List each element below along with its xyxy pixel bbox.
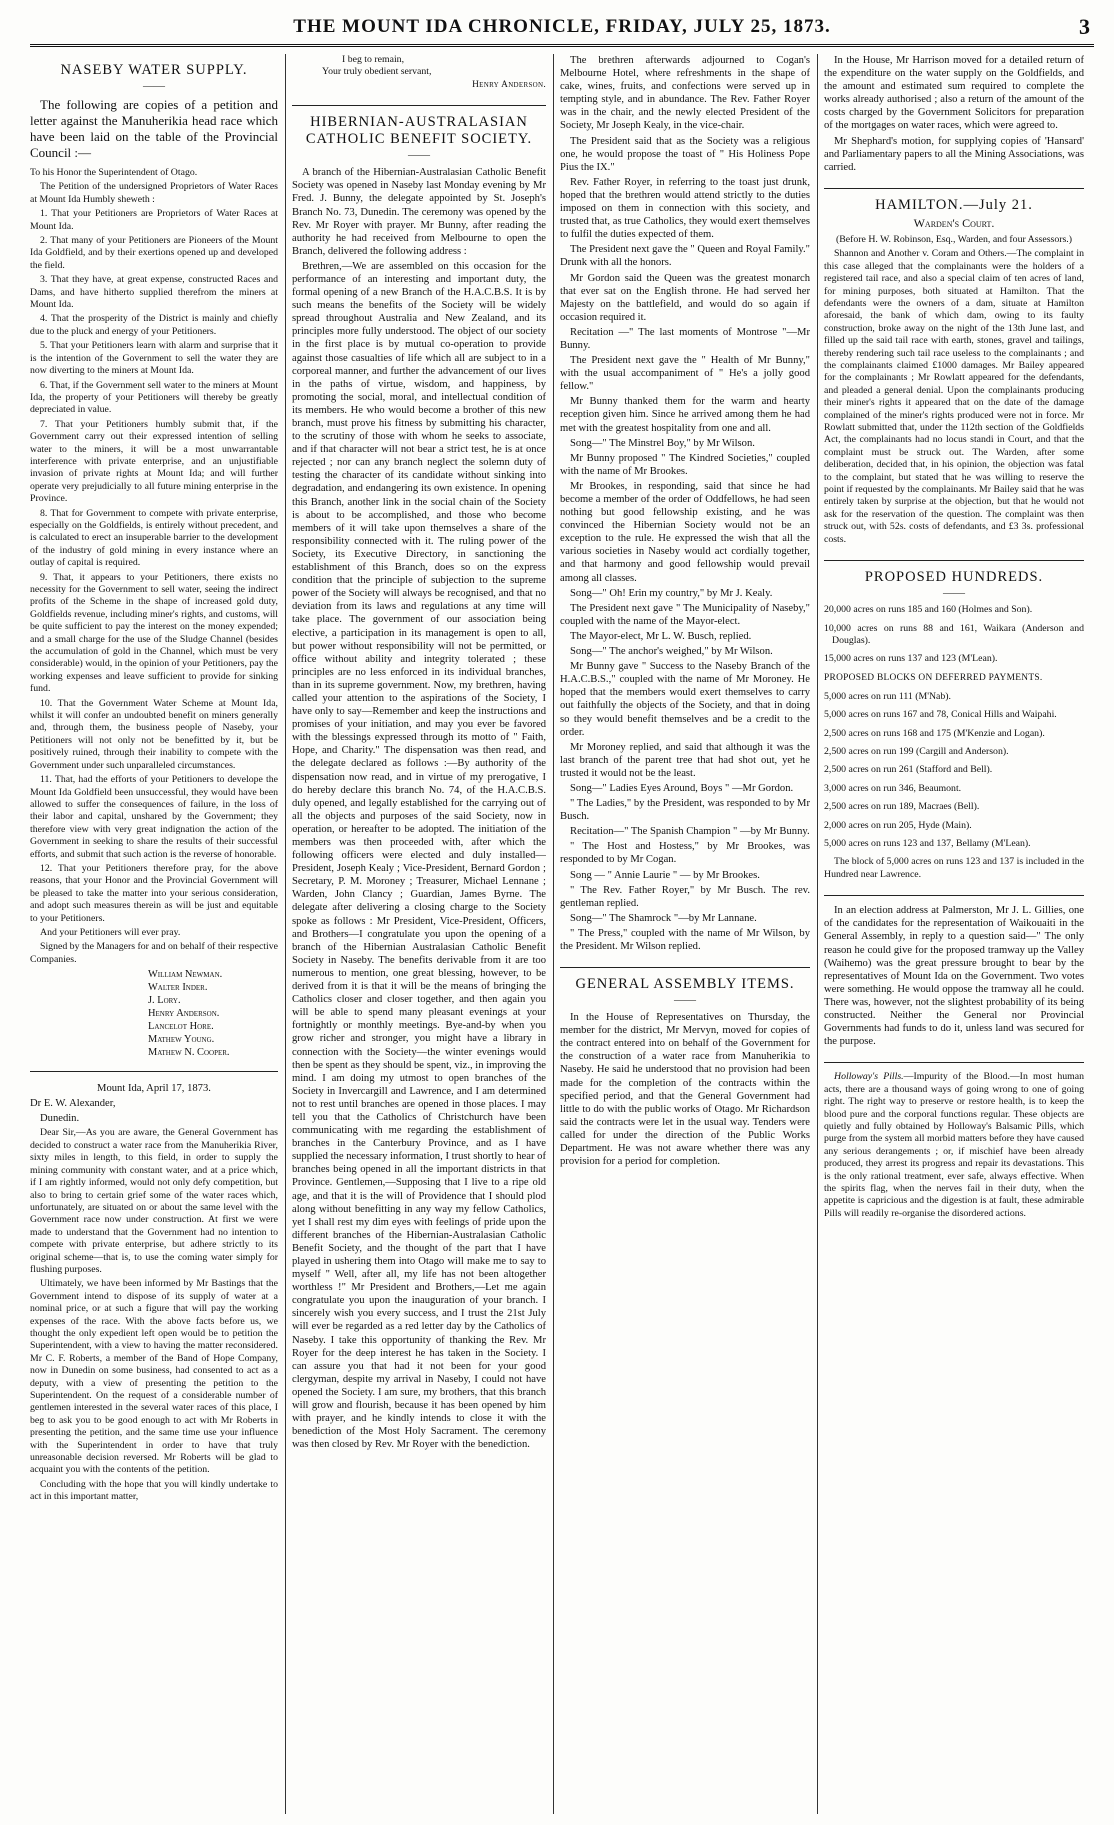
petition-addressee: To his Honor the Superintendent of Otago. (30, 167, 198, 178)
letter-para: Ultimately, we have been informed by Mr Bastings that the Government intend to dispose of its supply of water at a nominal price, or at such a figure that will pay the working expenses of the race. With the above facts before us, we thought the only expedient left open would be to petition the Superintendent, with a view to having the matter reconsidered. Mr C. F. Roberts, a member of the Band of Hope Company, now in Dunedin on some business, had consented to act as a deputy, with a view of presenting the petition to the Superintendent. On the request of a considerable number of gentlemen interested in the several water races of this place, I beg to ask you to be good enough to act with Mr Roberts in presenting the petition, and the same time use your influence with the Superintendent in order to have that truly unreasonable decision reversed. Mr Roberts will be glad to acquaint you with the contents of the petition. (30, 1278, 278, 1476)
election-para: In an election address at Palmerston, Mr J. L. Gillies, one of the candidates for the representation of Waikouaiti in the General Assembly, in reply to a question said—" The only reason he could give for the proposed tramway up the Valley (Waihemo) was the great pressure brought to bear by the representatives of Mount Ida on the Government. Two votes were something. He would oppose the tramway all he could. There was, however, not the slightest probability of its being constructed. Neither the General nor Provincial Governments had funds to do it, unless land was secured for the purpose. (824, 905, 1084, 1048)
article-lead: The following are copies of a petition and letter against the Manuherikia head race which have been laid on the table of the Provincial Council :— (30, 97, 278, 160)
signatories (30, 968, 278, 1059)
list-item: 10,000 acres on runs 88 and 161, Waikara (Anderson and Douglas). (824, 622, 1084, 646)
society-para: A branch of the Hibernian-Australasian Catholic Benefit Society was opened in Naseby last Monday evening by Mr Fred. J. Bunny, the delegate appointed by St. Joseph's Branch No. 73, Dunedin. The ceremony was opened by the Rev. Mr Royer with prayer. Mr Bunny, after reading the authority he had received from Melbourne to open the Branch, delivered the following address : (292, 167, 546, 257)
society-para: " The Press," coupled with the name of Mr Wilson, by the President. Mr Wilson replied. (560, 927, 810, 952)
closing-line: Your truly obedient servant, (322, 66, 432, 78)
signatory: William Newman. (148, 969, 223, 981)
column-rule (285, 54, 286, 1814)
advert-title: Holloway's Pills. (834, 1071, 904, 1083)
petition-para: 3. That they have, at great expense, constructed Races and Dams, and have hitherto supplied therefrom the miners at Mount Ida. (30, 274, 278, 311)
society-para: Mr Brookes, in responding, said that since he had become a member of the order of Oddfellows, he had seen nothing but good fellowship existing, and he was convinced the Hibernian Society would not be an exception to the rule. He expressed the wish that all the various societies in Naseby would act cordially together, and that harmony and good fellowship would prevail among all classes. (560, 480, 810, 584)
closing-line: I beg to remain, (342, 54, 405, 65)
petition-para: 12. That your Petitioners therefore pray, for the above reasons, that your Honor and the Provincial Government will be pleased to take the matter into your serious consideration, and adopt such measures therein as will be just and equitable to your Petitioners. (30, 862, 278, 924)
list-item: 15,000 acres on runs 137 and 123 (M'Lean). (824, 653, 998, 665)
heading-dash: —— (674, 994, 696, 1007)
petition-para: 2. That many of your Petitioners are Pioneers of the Mount Ida Goldfield, and by their exertions opened up and developed the field. (30, 235, 278, 271)
society-para: Recitation —" The last moments of Montrose "—Mr Bunny. (560, 326, 810, 351)
petition-para: 4. That the prosperity of the District is mainly and chiefly due to the pluck and energy of your Petitioners. (30, 313, 278, 337)
deferred-list (824, 691, 1084, 851)
society-para: Recitation—" The Spanish Champion " —by Mr Bunny. (570, 826, 810, 838)
assembly-para: In the House, Mr Harrison moved for a detailed return of the expenditure on the water supply on the Goldfields, and the amount and estimated sum required to complete the works already authorised ; also a return of the amount of the costs charged by the Government Solicitors for preparation of the mortgages on water races, which were agreed to. (824, 55, 1084, 132)
list-item: 2,500 acres on run 199 (Cargill and Anderson). (824, 746, 1009, 758)
hundreds-note: The block of 5,000 acres on runs 123 and 137 is included in the Hundred near Lawrence. (824, 856, 1084, 880)
petition-para: 7. That your Petitioners humbly submit that, if the Government carry out their expressed intention of selling water to the miners, it will be a most unwarrantable interference with private enterprise, and an unjustifiable invasion of private rights at Mount Ida; and will further operate very prejudicially to all future mining enterprise in the Province. (30, 418, 278, 505)
petition-para: 8. That for Government to compete with private enterprise, especially on the Goldfields, is entirely without precedent, and is calculated to erect an insuperable barrier to the development of the industry of gold mining in every instance where an outlay of capital is required. (30, 507, 278, 569)
society-para: The Mayor-elect, Mr L. W. Busch, replied. (570, 630, 752, 642)
society-para: Mr Bunny gave " Success to the Naseby Branch of the H.A.C.B.S.," coupled with the name of Mr Moroney. He hoped that the members would exert themselves to carry out faithfully the objects of the Society, and that in doing so they would benefit themselves and be a credit to the order. (560, 661, 810, 738)
list-item: 5,000 acres on run 111 (M'Nab). (824, 690, 952, 702)
deferred-heading: PROPOSED BLOCKS ON DEFERRED PAYMENTS. (824, 672, 1043, 683)
society-para: Song—" The Minstrel Boy," by Mr Wilson. (570, 437, 755, 449)
letter-recipient: Dr E. W. Alexander, (30, 1098, 116, 1110)
article-heading-hamilton: HAMILTON.—July 21. (875, 196, 1033, 213)
hamilton-body (824, 248, 1084, 546)
society-para: Song—" The Shamrock "—by Mr Lannane. (570, 912, 757, 924)
heading-dash: —— (408, 149, 430, 162)
section-divider (824, 188, 1084, 189)
society-para: " The Host and Hostess," by Mr Brookes, was responded to by Mr Cogan. (560, 841, 810, 866)
letter-date: Mount Ida, April 17, 1873. (97, 1083, 211, 1095)
society-para: The President next gave " The Municipality of Naseby," coupled with the name of the Mayor-elect. (560, 602, 810, 627)
list-item: 20,000 acres on runs 185 and 160 (Holmes and Son). (824, 604, 1033, 616)
court-subheading: Warden's Court. (913, 215, 995, 230)
assembly-para: In the House of Representatives on Thursday, the member for the district, Mr Mervyn, moved for copies of the contract entered into on behalf of the Government for the construction of a water race from Manuherikia to Naseby. He said he understood that no provision had been made for the completion of the contracts within the specified period, and that the General Government had little to do with the public works of Otago. Mr Richardson said the contracts were let in the usual way. Tenders were called for under the direction of the Public Works Department. He was not aware whether there was any provision for a period for completion. (560, 1012, 810, 1168)
hundreds-list (824, 604, 1084, 666)
letter-closing (322, 54, 546, 91)
article-heading-hundreds: PROPOSED HUNDREDS. (864, 569, 1044, 586)
list-item: 3,000 acres on run 346, Beaumont. (824, 782, 962, 794)
advert-text: —Impurity of the Blood.—In most human acts, there are a thousand ways of going wrong to one of going right. The right way to preserve or restore health, is to keep the blood pure and the corporal functions regular. These objects are quietly and fully obtained by Holloway's Balsamic Pills, which purge from the system all morbid matters before they have caused any serious derangements ; or, if mischief have been already produced, they arrest its progress and repair its devastations. This is the only rational treatment, ever safe, always effective. When the spirits flag, when the nerves fail in their duty, when the appetite is capricious and the digestion is at fault, these admirable Pills will readily re-organise the disordered actions. (824, 1071, 1084, 1219)
list-item: 5,000 acres on runs 167 and 78, Conical Hills and Waipahi. (824, 709, 1057, 721)
hamilton-para: Shannon and Another v. Coram and Others.—The complaint in this case alleged that the complainants were the holders of a registered tail race, and also a special claim of ten acres of land, for mining purposes, both situated at Hamilton. That the defendants were the owners of a dam, situate at Hamilton aforesaid, the bank of which dam, owing to its faulty construction, broke away on the night of the 13th June last, and filled up the said tail race with earth, stones, gravel and tailings, thereby rendering such tail race useless to the complainants ; and the complainants claimed £1000 damages. Mr Bailey appeared for the complainants ; Mr Rowlatt appeared for the defendants, and pleaded a general denial. Upon the complainants producing their miner's rights it appeared that on the date of the damage complained of the miner's rights produced were not in force. Mr Rowlatt submitted that, under the 112th section of the Goldfields Act, the complainants had no locus standi in Court, and that the complaint must be struck out. The Warden, after some deliberation, decided that, in his opinion, the objection was fatal to the complaint, but stated that he was willing to reserve the point if requested by the complainants. Mr Bailey said that he was entirely taken by surprise at the objection, but that he would not ask for the reservation of the question. The complaint was then struck out, with 52s. costs of defendants, and £3 3s. professional costs. (824, 248, 1084, 545)
society-body-continued (560, 54, 810, 953)
petition-para: Signed by the Managers for and on behalf of their respective Companies. (30, 941, 278, 965)
society-para: The President said that as the Society was a religious one, he would propose the toast of " His Holiness Pope Pius the IX." (560, 135, 810, 173)
letter-signature: Henry Anderson. (472, 79, 546, 90)
signatory: Mathew N. Cooper. (148, 1047, 230, 1059)
column-1 (30, 54, 278, 1814)
letter-para: Dear Sir,—As you are aware, the General Government has decided to construct a water race from the Manuherikia River, sixty miles in length, to this field, in order to supply the mining community with constant water, and at a price which, if I am rightly informed, would not only defy competition, but also to bring to certain grief some of the water races which, unfortunately, are situated on or about the same level with the Government race now under construction. At first we were made to understand that the Government had no intention to compete with private enterprise, but adhere strictly to its original scheme—that is, to use the coming water simply for flushing purposes. (30, 1127, 278, 1275)
petition-para: 9. That, it appears to your Petitioners, there exists no necessity for the Government to sell water, seeing the indirect profits of the Scheme in the shape of increased gold duty, Goldfields revenue, including miner's rights, and customs, will be quite sufficient to pay the interest on the money expended; and a small charge for the use of the Sludge Channel (besides the accumulation of gold in the Channel, which must be very considerable) would, in the opinion of your Petitioners, pay the working expenses and leave sufficient to provide for sinking fund. (30, 571, 278, 695)
society-para: " The Rev. Father Royer," by Mr Busch. The rev. gentleman replied. (560, 884, 810, 909)
heading-dash: —— (143, 80, 165, 92)
petition-para: 1. That your Petitioners are Proprietors of Water Races at Mount Ida. (30, 208, 278, 232)
society-para: " The Ladies," by the President, was responded to by Mr Busch. (560, 798, 810, 823)
heading-dash: —— (943, 587, 965, 600)
petition-para: 5. That your Petitioners learn with alarm and surprise that it is the intention of the Government to sell the water they are now diverting to the miners at Mount Ida. (30, 340, 278, 377)
signatory: Lancelot Hore. (148, 1021, 214, 1033)
list-item: 2,500 acres on run 261 (Stafford and Bell). (824, 764, 993, 776)
signatory: Henry Anderson. (148, 1008, 220, 1020)
petition-body (30, 208, 278, 966)
society-para: Rev. Father Royer, in referring to the toast just drunk, hoped that the brethren would attend strictly to the duties imposed on them in connection with this society, and trusted that, as true Catholics, they would exert themselves to fulfil the duties expected of them. (560, 176, 810, 241)
list-item: 2,500 acres on runs 168 and 175 (M'Kenzie and Logan). (824, 727, 1045, 739)
list-item: 5,000 acres on runs 123 and 137, Bellamy (M'Lean). (824, 838, 1031, 850)
section-divider (824, 895, 1084, 896)
masthead (30, 14, 1094, 47)
letter-body (30, 1127, 278, 1503)
society-para: Song—" Ladies Eyes Around, Boys " —Mr Gordon. (570, 782, 794, 794)
society-para: Mr Gordon said the Queen was the greatest monarch that ever sat on the English throne. He had served her Majesty on the battlefield, and would do so again if occasion required it. (560, 272, 810, 323)
column-rule (817, 54, 818, 1814)
society-body (292, 166, 546, 1451)
article-heading-assembly: GENERAL ASSEMBLY ITEMS. (575, 976, 795, 993)
petition-para: 10. That the Government Water Scheme at Mount Ida, whilst it will confer an undoubted benefit on miners generally and, through them, the business people of Naseby, your Petitioners will not only not be benefitted by it, but be positively ruined, through their inability to compete with the Government under such unparalleled circumstances. (30, 697, 278, 771)
column-3 (560, 54, 810, 1814)
signatory: J. Lory. (148, 995, 181, 1007)
letter-para: Concluding with the hope that you will kindly undertake to act in this important matter, (30, 1478, 278, 1503)
section-divider (30, 1071, 278, 1072)
newspaper-title: THE MOUNT IDA CHRONICLE, FRIDAY, JULY 25, 1873. (293, 16, 831, 37)
society-para: Song — " Annie Laurie " — by Mr Brookes. (570, 869, 760, 881)
society-para: The brethren afterwards adjourned to Cogan's Melbourne Hotel, where refreshments in the shape of cake, wines, fruits, and confections were served up in tempting style, and in abundance. The Rev. Father Royer was in the chair, and the newly elected President of the Society, Mr Joseph Kealy, in the vice-chair. (560, 55, 810, 132)
holloway-advert (824, 1071, 1084, 1220)
column-rule (553, 54, 554, 1814)
court-before: (Before H. W. Robinson, Esq., Warden, and four Assessors.) (835, 233, 1073, 245)
signatory: Walter Inder. (148, 982, 208, 994)
article-heading-society: HIBERNIAN-AUSTRALASIAN CATHOLIC BENEFIT SOCIETY. (305, 114, 533, 148)
petition-para: And your Petitioners will ever pray. (40, 926, 181, 938)
society-para: The President next gave the " Queen and Royal Family." Drunk with all the honors. (560, 244, 810, 269)
column-4 (824, 54, 1084, 1814)
letter-place: Dunedin. (40, 1113, 80, 1125)
list-item: 2,000 acres on run 205, Hyde (Main). (824, 819, 972, 831)
section-divider (824, 560, 1084, 561)
section-divider (824, 1062, 1084, 1063)
petition-intro: The Petition of the undersigned Proprietors of Water Races at Mount Ida Humbly sheweth : (30, 181, 278, 205)
page-number: 3 (1079, 14, 1090, 39)
petition-para: 11. That, had the efforts of your Petitioners to develope the Mount Ida Goldfield been unsuccessful, they would have been allowed to suffer the consequences of failure, in the loss of their labor and capital, unshared by the Government; they therefore view with very great indignation the action of the Government in seeking to share the results of their successful efforts, and submit that such action is the reverse of honorable. (30, 774, 278, 860)
petition-para: 6. That, if the Government sell water to the miners at Mount Ida, the property of your Petitioners will thereby be greatly depreciated in value. (30, 379, 278, 416)
society-para: Mr Bunny thanked them for the warm and hearty reception given him. Since he arrived among them he had met with the greatest hospitality from one and all. (560, 396, 810, 434)
society-para: The President next gave the " Health of Mr Bunny," with the usual accompaniment of " He's a jolly good fellow." (560, 355, 810, 393)
society-para: Song—" Oh! Erin my country," by Mr J. Kealy. (570, 587, 773, 599)
list-item: 2,500 acres on run 189, Macraes (Bell). (824, 801, 980, 813)
section-divider (560, 967, 810, 968)
signatory: Mathew Young. (148, 1034, 215, 1046)
section-divider (292, 105, 546, 106)
assembly-para: Mr Shephard's motion, for supplying copies of 'Hansard' and Parliamentary papers to all the Mining Associations, was carried. (824, 135, 1084, 173)
society-para: Song—" The anchor's weighed," by Mr Wilson. (570, 646, 773, 658)
article-heading-naseby: NASEBY WATER SUPPLY. (60, 62, 248, 78)
society-para: Mr Moroney replied, and said that although it was the last branch of the parent tree that had shot out, yet he trusted it would not be the least. (560, 741, 810, 779)
society-para: Mr Bunny proposed " The Kindred Societies," coupled with the name of Mr Brookes. (560, 452, 810, 477)
society-para: Brethren,—We are assembled on this occasion for the performance of an interesting and important duty, the formal opening of a new Branch of the H.A.C.B.S. It is by such means the benefits of the Society will be widely spread throughout Australia and New Zealand, and its principles more fully understood. The object of our society in the first place is by mutual co-operation to provide against those casualties of life which all are subject to in a corporeal manner, and further the advancement of our lives in the paths of virtue, wisdom, and happiness, by promoting the social, moral, and intellectual condition of its members. He who would become a brother of this new branch, must prove his fitness by submitting his character, to the scrutiny of those with whom he seeks to associate, and if that character will not bear a strict test, he is at once rejected ; nor can any branch neglect the solemn duty of testing the character of its candidate without sinking into degradation, and endangering its own existence. In opening this Branch, another link in the social chain of the Society is about to be accomplished, and those who become members of it will take upon themselves a share of the responsibility connected with it. The ruling power of the Society, its Executive Directory, in sanctioning the establishment of this Branch, does so on the express condition that the principle of subjection to the supreme power of the Society will always be recognised, and that no deviation from its laws and regulations at any time will take place. The government of our association being elective, a participation in its management is open to all, but power without responsibility will not be permitted, or office without ability and integrity tolerated ; these principles are no less enforced in its individual branches, than in its supreme government. Now, my brethren, having called your attention to the aspirations of the Society, I have only to say—Remember and keep the instructions and promises of your initiation, and may you ever be favored with the blessings expressed through its motto of " Faith, Hope, and Charity." The dispensation was then read, and the delegate declared as follows :—By authority of the dispensation now read, and in virtue of my prerogative, I do hereby declare this branch No. 74, of the H.A.C.B.S. duly opened, and legally established for the carrying out of all the objects and purposes of the said Society, now in operation, or hereafter to be adopted. The initiation of the members was then proceeded with, after which the following officers were elected and duly installed—President, Joseph Kealy ; Vice-President, Bernard Gordon ; Secretary, P. M. Moroney ; Treasurer, Michael Lennane ; Warden, John Clancy ; Guardian, James Byrne. The delegate after delivering a closing charge to the Society spoke as follows : Mr President, Vice-President, Officers, and Brothers—I congratulate you upon the opening of a branch of the Hibernian Australasian Catholic Benefit Society in Naseby. The benefits derivable from it are too numerous to mention, one great blessing, however, to be derived from it is that it will be the means of bringing the Catholics closer and closer together, and then again you will be able to spend many pleasant evenings at your fortnightly or monthly meetings. Bye-and-by when you grow richer and stronger, you might have a library in connection with the Society—the winter evenings would then be spent as they should be spent, viz., in improving the mind. I am doing my utmost to open branches of the Society in Invercargill and Lawrence, and I am determined not to rest until branches are opened in those places. I may tell you that the Catholics of Christchurch have been communicating with me regarding the establishment of branches in the Canterbury Province, and as I have supplied the necessary information, I trust shortly to hear of branches being opened in all the important districts in that Province. Gentlemen,—Supposing that I live to a ripe old age, and that it is the will of Providence that I should plod along without benefitting in any way my fellow Catholics, yet I shall rest my dim eyes with feelings of pride upon the different branches of the Hibernian-Australasian Catholic Benefit Society, and the thought of the part that I have played in ushering them into Otago will make me to say to myself " Well, after all, my life has not been altogether worthless !" Mr President and Brothers,—Let me again congratulate you upon the inauguration of your branch. I sincerely wish you every success, and I trust the 21st July will ever be regarded as a red letter day by the Catholics of Naseby. I take this opportunity of thanking the Rev. Mr Royer for the deep interest he has taken in the Society. I can assure you that had it not been for your good clergyman, despite my arrival in Naseby, I could not have opened the Society. I am sure, my brothers, that this branch will grow and flourish, because it has been opened by him with prayer, and he kindly intends to close it with the benediction of the Most Holy Sacrament. The ceremony was then closed by Rev. Mr Royer with the benediction. (292, 260, 546, 1451)
column-2 (292, 54, 546, 1814)
